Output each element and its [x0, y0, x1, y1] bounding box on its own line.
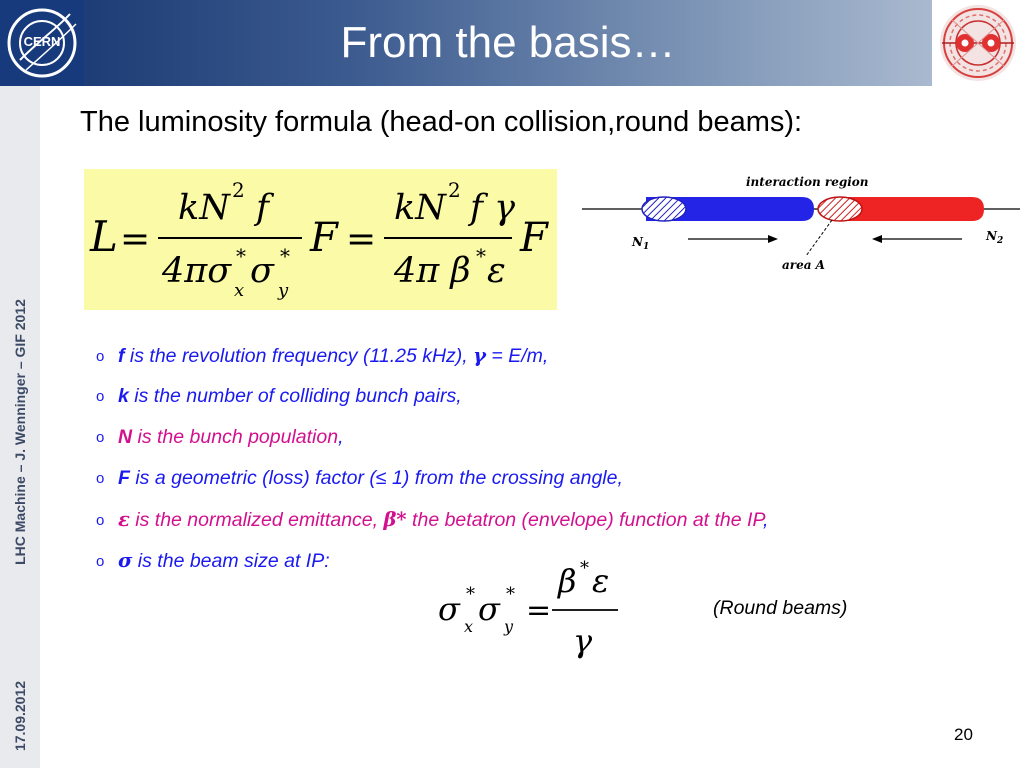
bullet-circle-icon: o: [96, 512, 105, 529]
list-item-F: [96, 467, 768, 508]
bullet-text: is the number of colliding bunch pairs,: [128, 385, 462, 407]
bullet-circle-icon: o: [96, 388, 105, 405]
sigma-y-sub: y: [504, 617, 514, 636]
list-item-f: [96, 344, 768, 385]
formula-den2-sup: *: [476, 244, 486, 268]
formula-num2-kn: kN: [394, 188, 446, 228]
slide-subtitle: The luminosity formula (head-on collision,round beams):: [80, 106, 803, 138]
arrow-right-icon: [768, 235, 778, 243]
page-title: From the basis…: [340, 18, 676, 67]
formula-F1: F: [310, 215, 338, 261]
sigma-num-beta: β: [558, 562, 577, 600]
formula-num1-kn: kN: [178, 188, 230, 228]
cern-logo-graphic: [0, 0, 84, 86]
diagram-title: interaction region: [746, 175, 869, 189]
list-item-epsilon: [96, 508, 768, 549]
list-item-n: [96, 426, 768, 467]
bullet-symbol: k: [118, 385, 129, 407]
formula-den1-sup2: *: [280, 244, 290, 268]
formula-F2: F: [520, 215, 548, 261]
bullet-tail: ,: [338, 426, 344, 448]
area-pointer: [806, 220, 832, 256]
bullet-symbol: σ: [118, 549, 133, 572]
lhc-logo: [932, 0, 1024, 86]
sigma-num-sup: *: [580, 558, 589, 579]
bullet-text-2: the betatron (envelope) function at the IP: [406, 509, 763, 531]
lhc-event-icon: [932, 0, 1024, 86]
bullet-tail: ,: [762, 509, 769, 531]
bullet-text: is the revolution frequency (11.25 kHz),: [124, 345, 474, 367]
sigma-num-eps: ε: [592, 562, 610, 600]
bullet-symbol: f: [118, 345, 125, 367]
list-item-k: [96, 385, 768, 426]
bullet-circle-icon: o: [96, 429, 105, 446]
sigma-equals: =: [526, 593, 552, 628]
formula-den1-sigma2: σ: [250, 251, 274, 291]
formula-num1-f: f: [256, 188, 269, 228]
sidebar-date: 17.09.2012: [12, 680, 28, 752]
formula-den2-eps: ε: [487, 251, 506, 291]
formula-den1-sub2: y: [278, 280, 289, 301]
formula-num2-exp: 2: [448, 178, 461, 202]
bullet-circle-icon: o: [96, 553, 105, 570]
label-n1: $N_1$: [632, 235, 650, 252]
cern-logo: [0, 0, 84, 86]
interaction-region-diagram: [578, 172, 1024, 276]
beam-1-crosssection: [642, 197, 686, 221]
beam-size-formula: [432, 556, 632, 666]
bullet-circle-icon: o: [96, 470, 105, 487]
sigma-y: σ: [478, 590, 500, 628]
bullet-text: is a geometric (loss) factor (≤ 1) from the crossing angle,: [129, 467, 623, 489]
luminosity-formula: [84, 169, 557, 310]
bullet-symbol: F: [118, 467, 130, 489]
formula-equals-2: =: [346, 219, 377, 260]
formula-den2: 4π β: [394, 251, 471, 291]
page-number: 20: [954, 725, 973, 744]
luminosity-formula-box: [84, 169, 557, 310]
definition-list: [96, 344, 768, 590]
sidebar-footer: LHC Machine – J. Wenninger – GIF 2012: [12, 299, 28, 565]
arrow-left-icon: [872, 235, 882, 243]
bullet-symbol-2: γ: [473, 344, 487, 367]
bullet-symbol-2: β*: [383, 508, 407, 531]
bullet-symbol: ε: [118, 508, 130, 531]
bullet-circle-icon: o: [96, 348, 105, 365]
formula-num1-exp: 2: [232, 178, 245, 202]
sigma-x-sub: x: [464, 617, 474, 636]
sigma-y-sup: *: [506, 584, 515, 605]
sigma-den: γ: [573, 622, 593, 660]
bullet-text: is the normalized emittance,: [129, 509, 384, 531]
sigma-x: σ: [438, 590, 460, 628]
round-beams-note: (Round beams): [713, 597, 848, 619]
bullet-text: is the beam size at IP:: [132, 550, 330, 572]
bullet-text: is the bunch population: [132, 426, 339, 448]
formula-equals-1: =: [120, 219, 151, 260]
cern-logo-label: CERN: [23, 34, 61, 49]
label-area: area A: [782, 258, 825, 272]
formula-lhs: L: [90, 212, 118, 261]
sigma-x-sup: *: [466, 584, 475, 605]
beam-2-crosssection: [818, 197, 862, 221]
formula-den1-sup1: *: [236, 244, 246, 268]
formula-num2-fg: f γ: [470, 188, 515, 228]
bullet-symbol: N: [118, 426, 133, 448]
bullet-text-2: = E/m,: [486, 345, 549, 367]
formula-den1-sub1: x: [234, 280, 245, 301]
formula-den1: 4πσ: [162, 251, 232, 291]
label-n2: $N_2$: [986, 229, 1004, 246]
